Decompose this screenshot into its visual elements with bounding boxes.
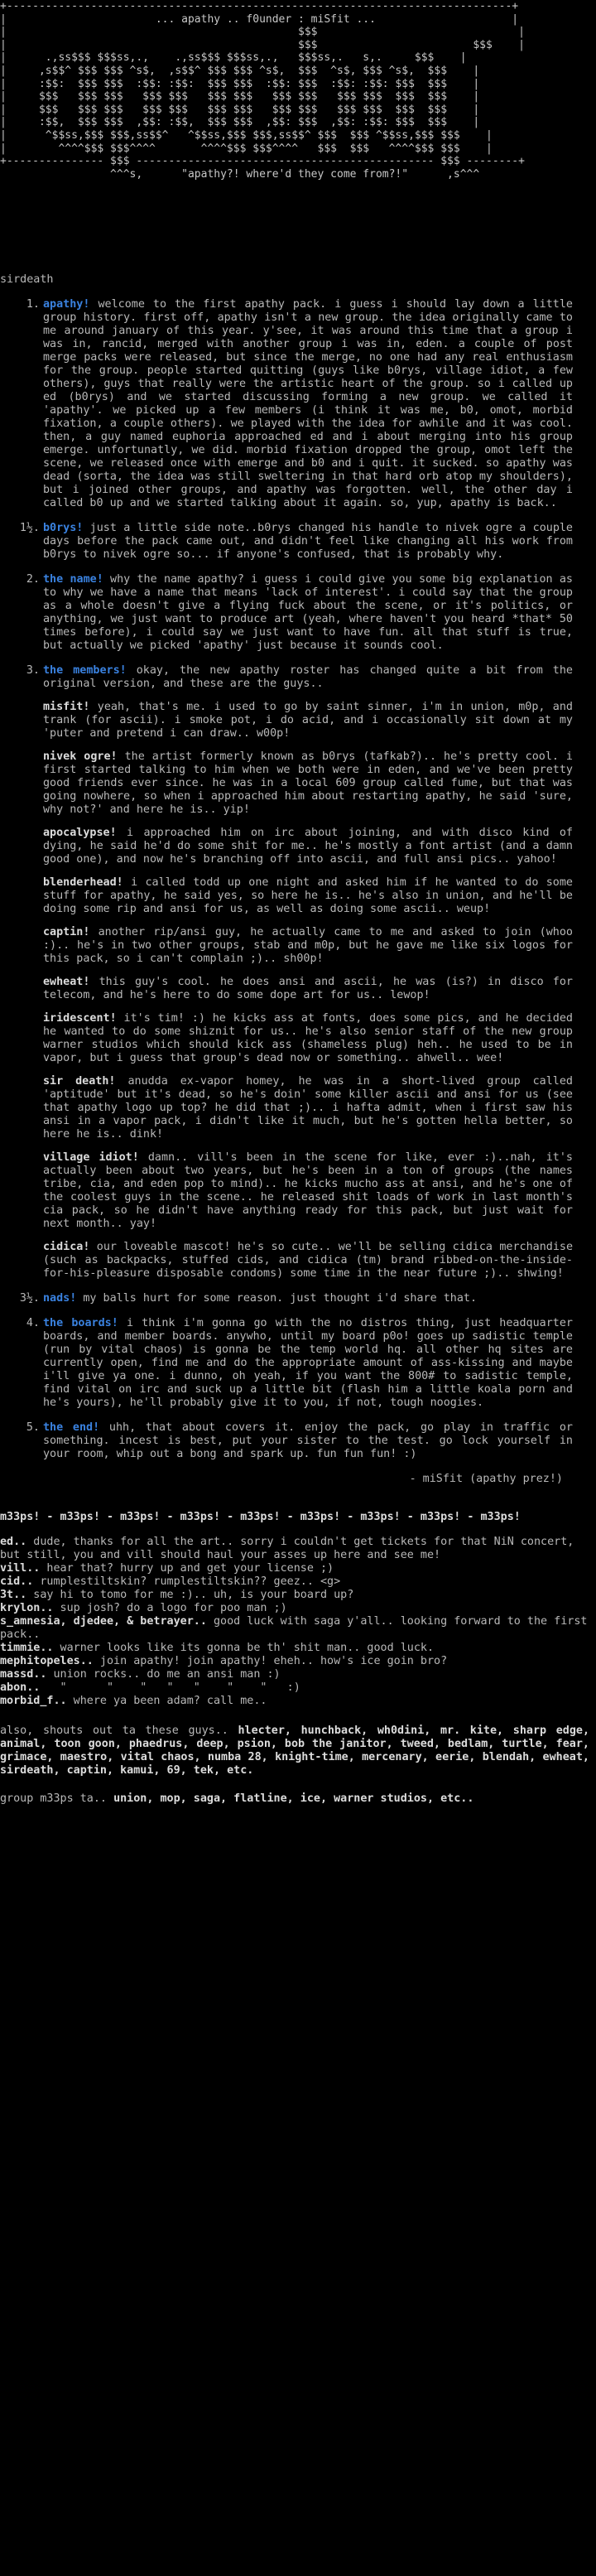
group-greets [0, 1792, 596, 1806]
logo-credit: sirdeath [0, 273, 54, 286]
group-greets-lead: group m33ps ta.. [0, 1792, 114, 1805]
greet-text: union rocks.. do me an ansi man :) [46, 1668, 281, 1681]
greet-name: mephitopeles.. [0, 1655, 94, 1667]
greet-line [0, 1562, 596, 1575]
personal-greets [0, 1536, 596, 1708]
section-text: uhh, that about covers it. enjoy the pack, go play in traffic or something. incest is best, put your sister to the test. go lock yourself in your room, whip out a bong and spark up. fun fun fun! :) [43, 1421, 573, 1460]
section-number: 5. [26, 1421, 40, 1434]
greet-line [0, 1575, 596, 1589]
member-entry [43, 1241, 573, 1281]
greet-line [0, 1695, 596, 1708]
shouts-names: hlecter, hunchback, wh0dini, mr. kite, sharp edge, animal, toon goon, phaedrus, deep, psion, bob the janitor, tweed, bedlam, turtle, fear, grimace, maestro, vital chaos, numba 28, knight-time, mercenary, eerie, blendah, ewheat, sirdeath, captin, kamui, 69, tek, etc. [0, 1725, 590, 1777]
greet-name: 3t.. [0, 1589, 27, 1601]
shouts [0, 1725, 589, 1778]
greet-line [0, 1615, 596, 1642]
member-bio: another rip/ansi guy, he actually came to me and asked to join (whoo :).. he's in two other groups, stab and m0p, but he gave me like six logos for this pack, so i can't complain ;).. sh00p! [43, 926, 573, 965]
greet-text: join apathy! join apathy! eheh.. how's ice goin bro? [93, 1655, 448, 1667]
section-boards [26, 1317, 573, 1410]
greet-text: sup josh? do a logo for poo man ;) [53, 1602, 287, 1614]
greet-line [0, 1536, 596, 1562]
section-end [26, 1421, 573, 1461]
section-number: 2. [26, 573, 40, 586]
section-b0rys [19, 522, 573, 562]
member-name: nivek ogre! [43, 750, 118, 763]
signature: - miSfit (apathy prez!) [409, 1473, 563, 1485]
greet-line [0, 1681, 596, 1695]
greet-text: hear that? hurry up and get your license ;) [40, 1562, 334, 1575]
greet-text: " " " " " " " :) [40, 1681, 300, 1694]
section-text: my balls hurt for some reason. just thought i'd share that. [76, 1292, 478, 1305]
greet-text: dude, thanks for all the art.. sorry i couldn't get tickets for that NiN concert, but still, you and vill should haul your asses up here and see me! [0, 1536, 574, 1561]
greet-line [0, 1668, 596, 1681]
member-bio: anudda ex-vapor homey, he was in a short-lived group called 'aptitude' but it's dead, so he's doin' some killer ascii and ansi for us (see that apathy logo up top? he did that ;).. i hafta admit, when i first saw his ansi in a vapor pack, i didn't like it much, but he's gotten hella better, so here he is.. dink! [43, 1075, 573, 1141]
section-number: 1. [26, 298, 40, 311]
member-name: iridescent! [43, 1012, 117, 1025]
member-bio: yeah, that's me. i used to go by saint sinner, i'm in union, m0p, and trank (for ascii). i smoke pot, i do acid, and i occasionally sit down at my 'puter and pretend i can draw.. w00p! [43, 701, 573, 740]
member-bio: damn.. vill's been in the scene for like, ever :)..nah, it's actually been about two years, but he's been in a ton of groups (the names tribe, cia, and eden pop to mind).. he kicks mucho ass at ansi, and he's one of the coolest guys in the scene.. he released shit loads of work in last month's cia pack, so he didn't have anything ready for this pack, but just wait for next month.. yay! [43, 1151, 573, 1230]
greet-line [0, 1655, 596, 1668]
info-list [0, 298, 596, 1461]
member-name: blenderhead! [43, 876, 123, 889]
member-name: ewheat! [43, 976, 90, 988]
greet-name: morbid_f.. [0, 1695, 67, 1707]
section-number: 3. [26, 664, 40, 677]
member-bio: our loveable mascot! he's so cute.. we'll be selling cidica merchandise (such as backpacks, stuffed cids, and cidica (tm) brand ribbed-on-the-inside-for-his-pleasure disposable condoms) some time in the near future ;).. shwing! [43, 1241, 573, 1280]
section-heading: nads! [43, 1292, 77, 1305]
greet-name: massd.. [0, 1668, 47, 1681]
section-heading: b0rys! [43, 522, 84, 534]
greet-line [0, 1642, 596, 1655]
member-name: apocalypse! [43, 827, 117, 839]
section-heading: the end! [43, 1421, 100, 1434]
member-name: cidica! [43, 1241, 90, 1253]
section-heading: the name! [43, 573, 103, 586]
section-heading: apathy! [43, 298, 90, 311]
member-bio: this guy's cool. he does ansi and ascii, he was (is?) in disco for telecom, and he's here to do some dope art for us.. lewop! [43, 976, 573, 1001]
member-entry [43, 1012, 573, 1065]
greets-separator: m33ps! - m33ps! - m33ps! - m33ps! - m33ps! - m33ps! - m33ps! - m33ps! - m33ps! [0, 1511, 521, 1523]
section-number: 3½. [19, 1292, 40, 1305]
greet-text: where ya been adam? call me.. [66, 1695, 267, 1707]
greet-name: abon.. [0, 1681, 41, 1694]
section-text: i think i'm gonna go with the no distros thing, just headquarter boards, and member boards. anywho, until my board p0o! goes up sadistic temple (run by vital chaos) is gonna be the temp world hq. all other hq sites are currently open, find me and do the appropriate amount of ass-kissing and maybe i'll give ya one. i dunno, oh yeah, if you want the 800# to sadistic temple, find vital on irc and suck up a little bit (flash him a little koala porn and he's yours), he'll probably give it to you, if not, tough noogies. [43, 1317, 573, 1409]
greet-name: ed.. [0, 1536, 27, 1548]
section-text: okay, the new apathy roster has changed quite a bit from the original version, and these are the guys.. [43, 664, 573, 690]
member-name: village idiot! [43, 1151, 139, 1164]
greet-text: rumplestiltskin? rumplestiltskin?? geez.. <g> [33, 1575, 341, 1588]
member-name: sir death! [43, 1075, 116, 1088]
member-entry [43, 926, 573, 966]
member-bio: it's tim! :) he kicks ass at fonts, does some pics, and he decided he wanted to do some shiznit for us.. he's also senior staff of the new group warner studios which should kick ass (shameless plug) heh.. he used to be in vapor, but i guess that group's dead now or something.. ahwell.. wee! [43, 1012, 573, 1064]
section-number: 1½. [19, 522, 40, 534]
greet-name: cid.. [0, 1575, 34, 1588]
section-text: just a little side note..b0rys changed his handle to nivek ogre a couple days before the pack came out, and didn't feel like changing all his work from b0rys to nivek ogre so... if anyone's confused, that is probably why. [43, 522, 573, 561]
shouts-lead: also, shouts out ta these guys.. [0, 1725, 238, 1737]
section-heading: the boards! [43, 1317, 118, 1329]
greet-name: krylon.. [0, 1602, 54, 1614]
member-bio: the artist formerly known as b0rys (tafkab?).. he's pretty cool. i first started talking to him when we both were in eden, and we've been pretty good friends ever since. he was in a local 609 group called fume, but that was going nowhere, so when i approached him about restarting apathy, he said 'sure, why not?' and here he is.. yip! [43, 750, 573, 816]
member-bio: i called todd up one night and asked him if he wanted to do some stuff for apathy, he said yes, so here he is.. he's also in union, and he'll be doing some rip and ansi for us, as well as doing some ascii.. weup! [43, 876, 573, 915]
member-name: misfit! [43, 701, 90, 713]
group-greets-names: union, mop, saga, flatline, ice, warner studios, etc.. [113, 1792, 474, 1805]
section-apathy [26, 298, 573, 510]
member-entry [43, 976, 573, 1002]
ansi-logo [0, 0, 596, 273]
greet-name: vill.. [0, 1562, 41, 1575]
section-name [26, 573, 573, 653]
greet-text: good luck with saga y'all.. looking forward to the first pack.. [0, 1615, 588, 1641]
greet-text: warner looks like its gonna be th' shit man.. good luck. [53, 1642, 435, 1654]
section-number: 4. [26, 1317, 40, 1329]
member-list [43, 701, 573, 1281]
greet-name: timmie.. [0, 1642, 54, 1654]
greet-line [0, 1602, 596, 1615]
section-members [26, 664, 573, 1281]
member-name: captin! [43, 926, 90, 938]
member-entry [43, 1151, 573, 1231]
section-text: welcome to the first apathy pack. i guess i should lay down a little group history. first off, apathy isn't a new group. the idea originally came to me around january of this year. y'see, it was around this time that a group i was in, rancid, merged with another group i was in, eden. a couple of post merge packs were released, but since the merge, no one had any real enthusiasm for the group. people started quitting (guys like b0rys, village idiot, a few others), guys that really were the artistic heart of the group. so i called up ed (b0rys) and we started discussing forming a new group. we called it 'apathy'. we picked up a few members (i think it was me, b0, omot, morbid fixation, a couple others). we played with the idea for awhile and it was cool. then, a guy named euphoria approached ed and i about merging into his group emerge. unfortunatly, we did. morbid fixation dropped the group, omot left the scene, we released once with emerge and b0 and i quit. it sucked. so apathy was dead (sorta, the idea was still sweltering in that hard orb atop my shoulders), but i joined other groups, and apathy was forgotten. well, the other day i called b0 up and we started talking about it again. so, yup, apathy is back.. [43, 298, 573, 509]
member-entry [43, 701, 573, 740]
section-nads [19, 1292, 573, 1305]
greet-name: s_amnesia, djedee, & betrayer.. [0, 1615, 207, 1628]
section-heading: the members! [43, 664, 127, 677]
ansi-logo-art: +------------------------------------------------------------------------------+ | ... apathy .. f0under : miSfit ... | | $$$ | | $$$ $$$ | | .,ss$$$ $$$ss,., .,ss$$$ $$$ss,., $$$ss,. s,. $$$ | | ,s$$^ $$$ $$$ ^s$, ,s$$^ $$$ $$$ ^s$, $$$ ^s$, $$$ ^s$, $$$ | | :$$: $$$ $$$ :$$: :$$: $$$ $$$ :$$: $$$ :$$: :$$: $$$ $$$ | | $$$ $$$ $$$ $$$ $$$ $$$ $$$ $$$ $$$ $$$ $$$ $$$ $$$ | | $$$ $$$ $$$ $$$ $$$ $$$ $$$ $$$ $$$ $$$ $$$ $$$ $$$ | | :$$, $$$ $$$ ,$$: :$$, $$$ $$$ ,$$: $$$ ,$$: :$$: $$$ $$$ | | ^$$ss,$$$ $$$,ss$$^ ^$$ss,$$$ $$$,ss$$^ $$$ $$$ ^$$ss,$$$ $$$ | | ^^^^$$$ $$$^^^^ ^^^^$$$ $$$^^^^ $$$ $$$ ^^^^$$$ $$$ | +--------------- $$$ ---------------------------------------------- $$$ --------+ ^^^s, "apathy?! where'd they come from?!" ,s^^^ [0, 0, 525, 181]
greet-text: say hi to tomo for me :).. uh, is your board up? [26, 1589, 354, 1601]
member-bio: i approached him on irc about joining, and with disco kind of dying, he said he'd do some shit for me.. he's mostly a font artist (and a damn good one), and now he's branching off into ascii, and full ansi pics.. yahoo! [43, 827, 573, 866]
section-text: why the name apathy? i guess i could give you some big explanation as to why we have a name that means 'lack of interest'. i could say that the group as a whole doesn't give a flying fuck about the scene, or it's politics, or anything, we just want to produce art (yeah, where haven't you heard *that* 50 times before), i could say we just want to have fun. all that stuff is true, but actually we picked 'apathy' just because it sounds cool. [43, 573, 573, 652]
greet-line [0, 1589, 596, 1602]
member-entry [43, 827, 573, 866]
member-entry [43, 750, 573, 817]
member-entry [43, 1075, 573, 1141]
member-entry [43, 876, 573, 916]
